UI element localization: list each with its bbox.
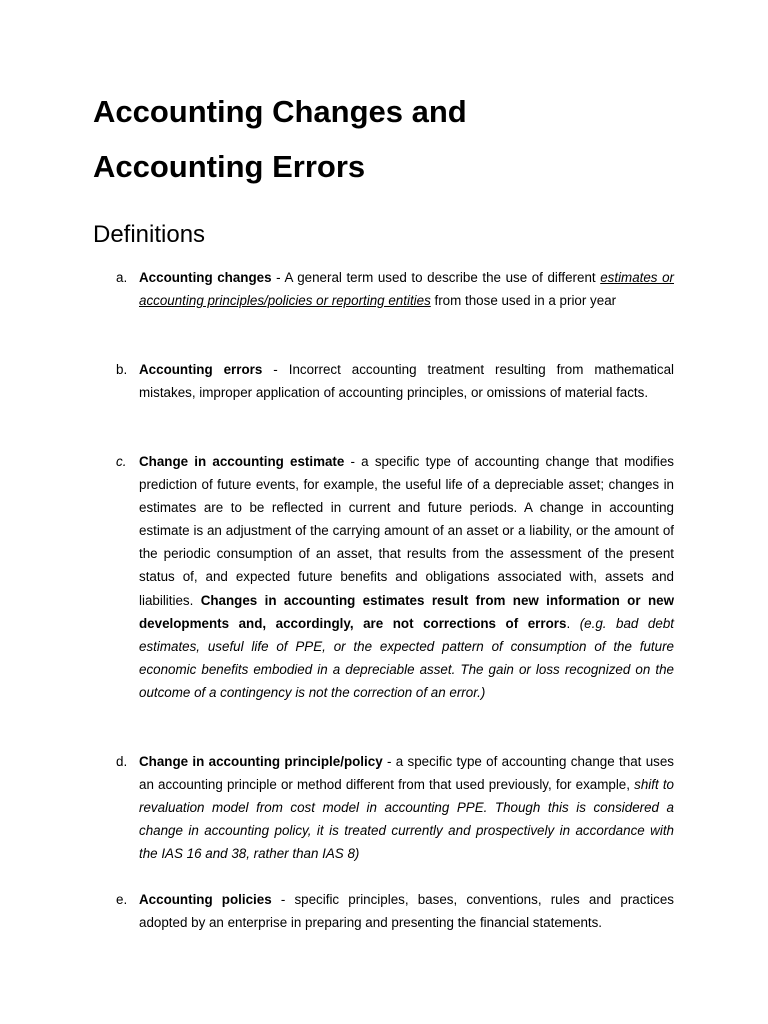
- title-line-2: Accounting Errors: [93, 149, 366, 184]
- definition-term: Accounting policies: [139, 892, 272, 907]
- definition-term: Change in accounting principle/policy: [139, 754, 383, 769]
- definition-change-in-accounting-estimate: [116, 450, 675, 704]
- definition-term: Accounting changes: [139, 270, 272, 285]
- definition-italic-example: shift to revaluation model from cost model in accounting PPE. Though this is considered a change in accounting policy, it is treated currently and prospectively in accordance with the IAS 16 and 38, rather than IAS 8): [139, 777, 674, 862]
- definition-accounting-policies: [116, 888, 674, 934]
- definition-accounting-changes: [116, 266, 674, 312]
- definition-term: Change in accounting estimate: [139, 454, 345, 469]
- definition-bold-text: Changes in accounting estimates result from new information or new developments and, accordingly, are not corrections of errors: [139, 592, 674, 631]
- definition-text: - Incorrect accounting treatment resulting from mathematical mistakes, improper application of accounting principles, or omissions of material facts.: [139, 362, 675, 401]
- definition-italic-example: (e.g. bad debt estimates, useful life of PPE, or the expected pattern of consumption of the future economic benefits embodied in a depreciable asset. The gain or loss recognized on the outcome of a contingency is not the correction of an error.): [139, 615, 674, 700]
- list-marker: b.: [116, 362, 128, 377]
- definition-text-continued: from those used in a prior year: [430, 293, 617, 309]
- list-marker: d.: [116, 754, 128, 769]
- definition-change-in-accounting-principle: [116, 750, 674, 865]
- definition-text: - A general term used to describe the use of different: [271, 270, 601, 285]
- list-marker: c.: [116, 454, 127, 469]
- list-marker: a.: [116, 270, 128, 285]
- definition-term: Accounting errors: [139, 362, 263, 377]
- definition-accounting-errors: [116, 358, 675, 404]
- title-line-1: Accounting Changes and: [93, 94, 467, 129]
- document-title: [93, 84, 693, 194]
- definition-underlined-text: estimates or accounting principles/policies or reporting entities: [139, 270, 674, 309]
- definition-text: - specific principles, bases, conventions, rules and practices adopted by an enterprise in preparing and presenting the financial statements.: [139, 892, 674, 931]
- definition-text-continued: .: [566, 615, 580, 631]
- definition-text: - a specific type of accounting change that uses an accounting principle or method different from that used previously, for example,: [139, 754, 674, 793]
- list-marker: e.: [116, 892, 128, 907]
- definition-text: - a specific type of accounting change that modifies prediction of future events, for example, the useful life of a depreciable asset; changes in estimates are to be reflected in current and future periods. A change in accounting estimate is an adjustment of the carrying amount of an asset or a liability, or the amount of the periodic consumption of an asset, that results from the assessment of the present status of, and expected future benefits and obligations associated with, assets and liabilities.: [139, 454, 675, 608]
- section-heading-definitions: Definitions: [93, 221, 206, 248]
